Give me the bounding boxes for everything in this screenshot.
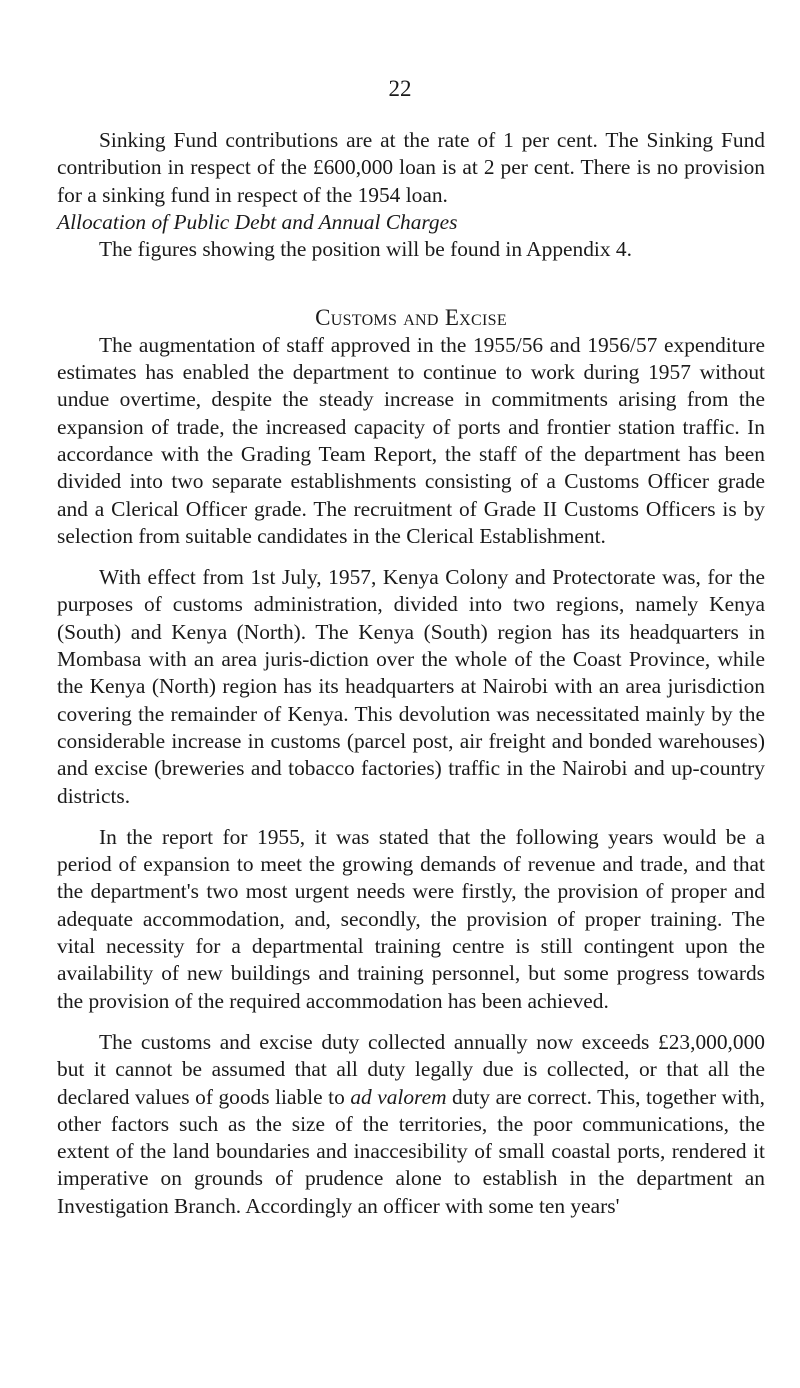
paragraph-sinking-fund: Sinking Fund contributions are at the rate of 1 per cent. The Sinking Fund contribution in respect of the £600,000 loan is at 2 per cent. There is no provision for a sinking fund in respect of the 1954 loan. — [57, 128, 765, 207]
paragraph-regions: With effect from 1st July, 1957, Kenya Colony and Protectorate was, for the purposes of customs administration, divided into two regions, namely Kenya (South) and Kenya (North). The Kenya (South) region has its headquarters in Mombasa with an area juris-diction over the whole of the Coast Province, while the Kenya (North) region has its headquarters at Nairobi with an area jurisdiction covering the remainder of Kenya. This devolution was necessitated mainly by the considerable increase in customs (parcel post, air freight and bonded warehouses) and excise (breweries and tobacco factories) traffic in the Nairobi and up-country districts. — [57, 565, 765, 808]
page-body — [57, 127, 765, 1220]
paragraph-staff: The augmentation of staff approved in the 1955/56 and 1956/57 expenditure estimates has enabled the department to continue to work during 1957 without undue overtime, despite the steady increase in commitments arising from the expansion of trade, the increased capacity of ports and frontier station traffic. In accordance with the Grading Team Report, the staff of the department has been divided into two separate establishments consisting of a Customs Officer grade and a Clerical Officer grade. The recruitment of Grade II Customs Officers is by selection from suitable candidates in the Clerical Establishment. — [57, 332, 765, 548]
duty-text-part1: The customs and excise duty collected annually now exceeds £23,000,000 but it cannot be assumed that all duty legally due is collected, or that all the declared values of goods liable to — [57, 1029, 765, 1109]
duty-text-part2: duty are correct. This, together with, other factors such as the size of the territories, the poor communications, the extent of the land boundaries and inaccesibility of small coastal ports, rendered it imperative on grounds of prudence alone to establish in the department an Investigation Branch. Accordingly an officer with some ten years' — [57, 1084, 765, 1218]
paragraph-report-1955: In the report for 1955, it was stated that the following years would be a period of expansion to meet the growing demands of revenue and trade, and that the department's two most urgent needs were firstly, the provision of proper and adequate accommodation, and, secondly, the provision of proper training. The vital necessity for a departmental training centre is still contingent upon the availability of new buildings and training personnel, but some progress towards the provision of the required accommodation has been achieved. — [57, 824, 765, 1013]
subheading-allocation: Allocation of Public Debt and Annual Charges — [57, 209, 458, 234]
page-number: 22 — [388, 76, 412, 101]
duty-text-italic: ad valorem — [350, 1084, 447, 1109]
paragraph-allocation: The figures showing the position will be found in Appendix 4. — [99, 237, 632, 262]
section-heading-customs: Customs and Excise — [315, 305, 507, 331]
paragraph-duty — [57, 1029, 765, 1220]
